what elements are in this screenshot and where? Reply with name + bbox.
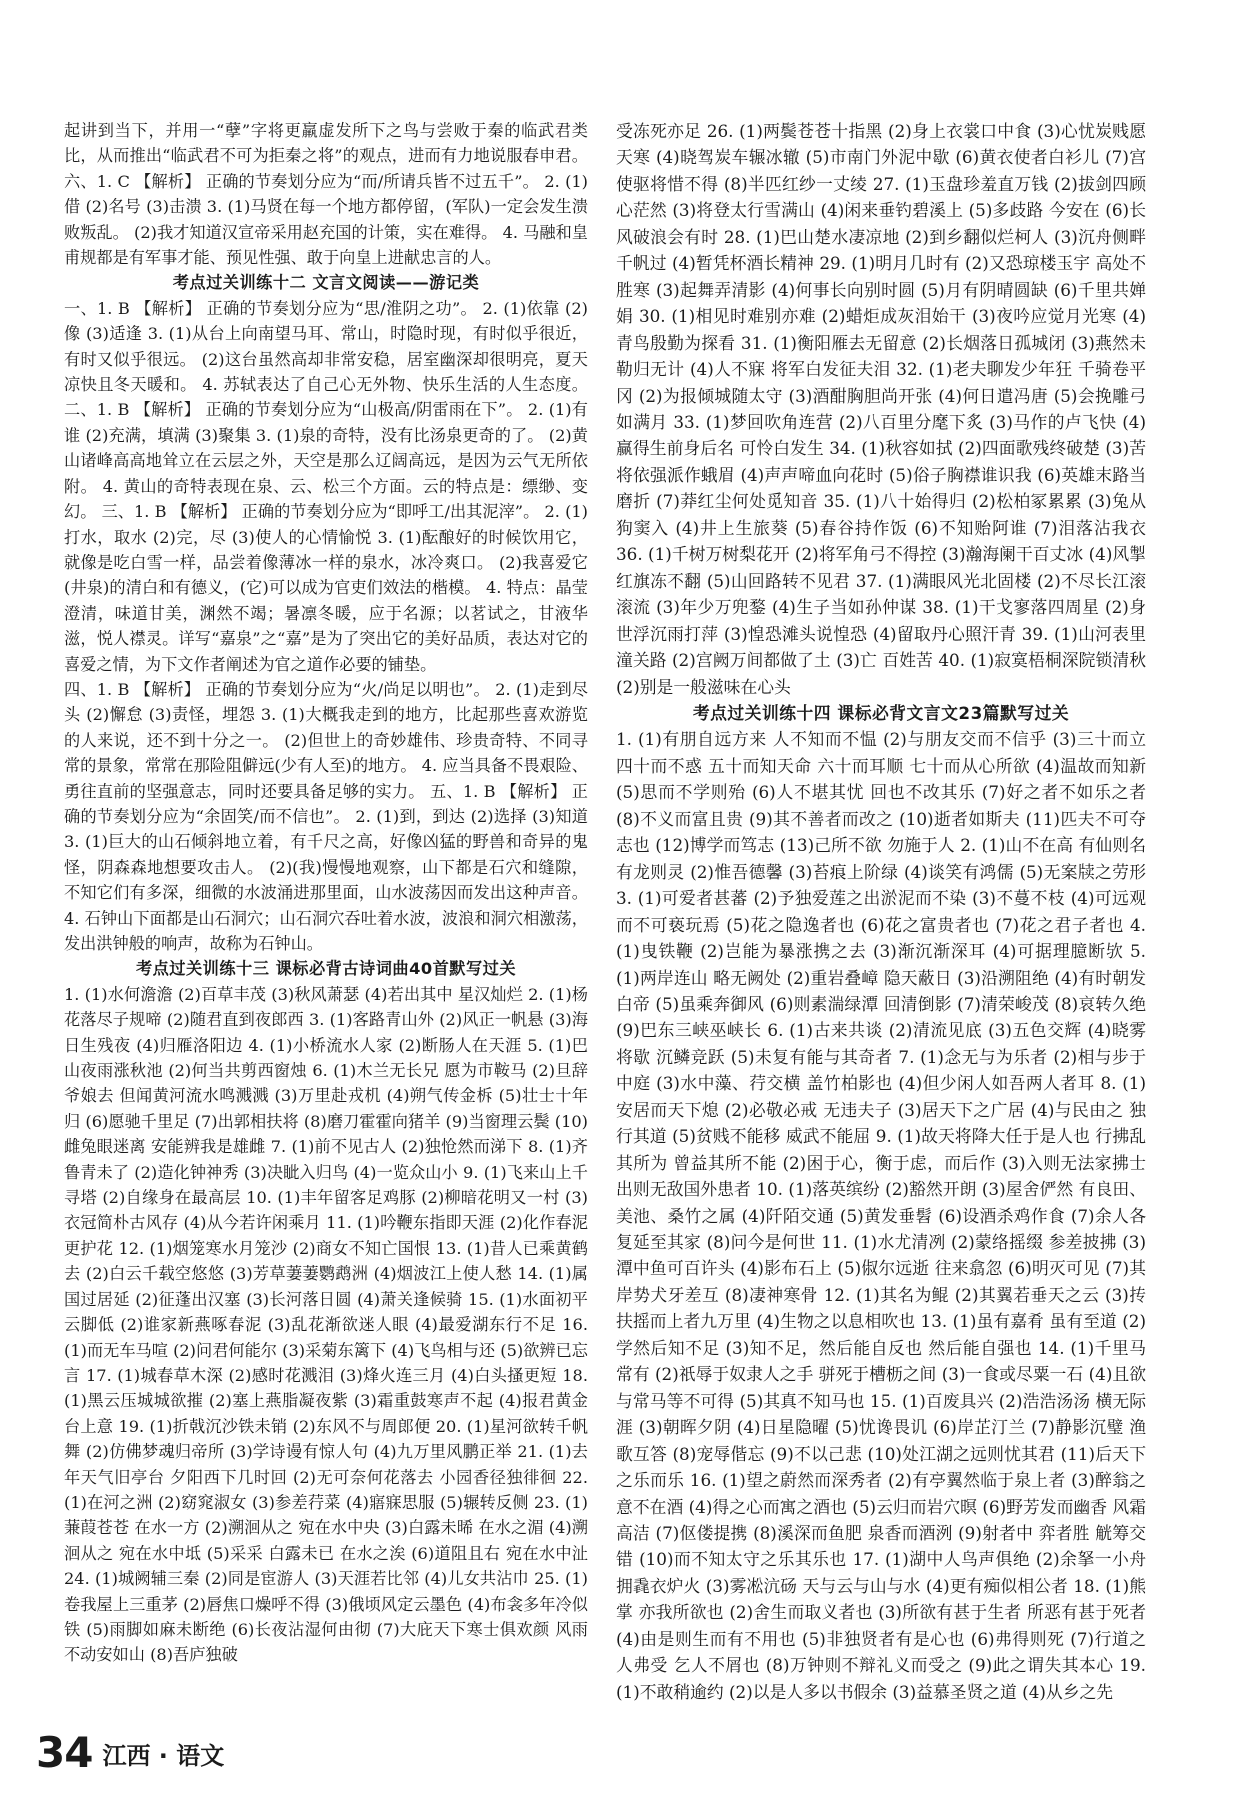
section-heading: 考点过关训练十四 课标必背文言文23篇默写过关: [692, 702, 1070, 723]
answer-paragraph: 1. (1)有朋自远方来 人不知而不愠 (2)与朋友交而不信乎 (3)三十而立 四十而不惑 五十而知天命 六十而耳顺 七十而从心所欲 (4)温故而知新 (5)思而不学则殆 (6)人不堪其忧 回也不改其乐 (7)好之者不如乐之者 (8)不义而富且贵 (9)其不善者而改之 (10)逝者如斯夫 (11)匹夫不可夺志也 (12)博学而笃志 (13)己所不欲 勿施于人 2. (1)山不在高 有仙则名 有龙则灵 (2)惟吾德馨 (3)苔痕上阶绿 (4)谈笑有鸿儒 (5)无案牍之劳形 3. (1)可爱者甚蕃 (2)予独爱莲之出淤泥而不染 (3)不蔓不枝 (4)可远观而不可亵玩焉 (5)花之隐逸者也 (6)花之富贵者也 (7)花之君子者也 4. (1)曳铁鞭 (2)岂能为暴涨携之去 (3)渐沉渐深耳 (4)可据理臆断欤 5. (1)两岸连山 略无阙处 (2)重岩叠嶂 隐天蔽日 (3)沿溯阻绝 (4)有时朝发白帝 (5)虽乘奔御风 (6)则素湍绿潭 回清倒影 (7)清荣峻茂 (8)哀转久绝 (9)巴东三峡巫峡长 6. (1)古来共谈 (2)清流见底 (3)五色交辉 (4)晓雾将歇 沉鳞竞跃 (5)未复有能与其奇者 7. (1)念无与为乐者 (2)相与步于中庭 (3)水中藻、荇交横 盖竹柏影也 (4)但少闲人如吾两人者耳 8. (1)安居而天下熄 (2)必敬必戒 无违夫子 (3)居天下之广居 (4)与民由之 独行其道 (5)贫贱不能移 威武不能屈 9. (1)故天将降大任于是人也 行拂乱其所为 曾益其所不能 (2)困于心，衡于虑，而后作 (3)入则无法家拂士 出则无敌国外患者 10. (1)落英缤纷 (2)豁然开朗 (3)屋舍俨然 有良田、美池、桑竹之属 (4)阡陌交通 (5)黄发垂髫 (6)设酒杀鸡作食 (7)余人各复延至其家 (8)问今是何世 11. (1)水尤清冽 (2)蒙络摇缀 参差披拂 (3)潭中鱼可百许头 (4)影布石上 (5)俶尔远逝 往来翕忽 (6)明灭可见 (7)其岸势犬牙差互 (8)凄神寒骨 12. (1)其名为鲲 (2)其翼若垂天之云 (3)抟扶摇而上者九万里 (4)生物之以息相吹也 13. (1)虽有嘉肴 虽有至道 (2)学然后知不足 (3)知不足，然后能自反也 然后能自强也 14. (1)千里马常有 (2)祇辱于奴隶人之手 骈死于槽枥之间 (3)一食或尽粟一石 (4)且欲与常马等不可得 (5)其真不知马也 15. (1)百废具兴 (2)浩浩汤汤 横无际涯 (3)朝晖夕阴 (4)日星隐曜 (5)忧谗畏讥 (6)岸芷汀兰 (7)静影沉璧 渔歌互答 (8)宠辱偕忘 (9)不以己悲 (10)处江湖之远则忧其君 (11)后天下之乐而乐 16. (1)望之蔚然而深秀者 (2)有亭翼然临于泉上者 (3)醉翁之意不在酒 (4)得之心而寓之酒也 (5)云归而岩穴暝 (6)野芳发而幽香 风霜高洁 (7)伛偻提携 (8)溪深而鱼肥 泉香而酒洌 (9)射者中 弈者胜 觥筹交错 (10)而不知太守之乐其乐也 17. (1)湖中人鸟声俱绝 (2)余拏一小舟 拥毳衣炉火 (3)雾凇沆砀 天与云与山与水 (4)更有痴似相公者 18. (1)熊掌 亦我所欲也 (2)舍生而取义者也 (3)所欲有甚于生者 所恶有甚于死者 (4)由是则生而有不用也 (5)非独贤者有是心也 (6)弗得则死 (7)行道之人弗受 乞人不屑也 (8)万钟则不辩礼义而受之 (9)此之谓失其本心 19. (1)不敢稍逾约 (2)以是人多以书假余 (3)益慕圣贤之道 (4)从乡之先: [616, 729, 1146, 1702]
answer-paragraph: 受冻死亦足 26. (1)两鬓苍苍十指黑 (2)身上衣裳口中食 (3)心忧炭贱愿天寒 (4)晓驾炭车辗冰辙 (5)市南门外泥中歇 (6)黄衣使者白衫儿 (7)宫使驱将惜不得 (8)半匹红纱一丈绫 27. (1)玉盘珍羞直万钱 (2)拔剑四顾心茫然 (3)将登太行雪满山 (4)闲来垂钓碧溪上 (5)多歧路 今安在 (6)长风破浪会有时 28. (1)巴山楚水凄凉地 (2)到乡翻似烂柯人 (3)沉舟侧畔千帆过 (4)暂凭杯酒长精神 29. (1)明月几时有 (2)又恐琼楼玉宇 高处不胜寒 (3)起舞弄清影 (4)何事长向别时圆 (5)月有阴晴圆缺 (6)千里共婵娟 30. (1)相见时难别亦难 (2)蜡炬成灰泪始干 (3)夜吟应觉月光寒 (4)青鸟殷勤为探看 31. (1)衡阳雁去无留意 (2)长烟落日孤城闭 (3)燕然未勒归无计 (4)人不寐 将军白发征夫泪 32. (1)老夫聊发少年狂 千骑卷平冈 (2)为报倾城随太守 (3)酒酣胸胆尚开张 (4)何日遣冯唐 (5)会挽雕弓如满月 33. (1)梦回吹角连营 (2)八百里分麾下炙 (3)马作的卢飞快 (4)赢得生前身后名 可怜白发生 34. (1)秋容如拭 (2)四面歌残终破楚 (3)苦将依强派作蛾眉 (4)声声啼血向花时 (5)俗子胸襟谁识我 (6)英雄末路当磨折 (7)莽红尘何处觅知音 35. (1)八十始得归 (2)松柏冢累累 (3)兔从狗窦入 (4)井上生旅葵 (5)春谷持作饭 (6)不知贻阿谁 (7)泪落沾我衣 36. (1)千树万树梨花开 (2)将军角弓不得控 (3)瀚海阑干百丈冰 (4)风掣红旗冻不翻 (5)山回路转不见君 37. (1)满眼风光北固楼 (2)不尽长江滚滚流 (3)年少万兜鍪 (4)生子当如孙仲谋 38. (1)干戈寥落四周星 (2)身世浮沉雨打萍 (3)惶恐滩头说惶恐 (4)留取丹心照汗青 39. (1)山河表里潼关路 (2)宫阙万间都做了土 (3)亡 百姓苦 40. (1)寂寞梧桐深院锁清秋 (2)别是一般滋味在心头: [616, 121, 1146, 697]
section-heading: 考点过关训练十三 课标必背古诗词曲40首默写过关: [135, 959, 517, 979]
answer-paragraph: 四、1. B 【解析】 正确的节奏划分应为“火/尚足以明也”。 2. (1)走到尽头 (2)懈怠 (3)责怪，埋怨 3. (1)大概我走到的地方，比起那些喜欢游览的人来说，还不到十分之一。 (2)但世上的奇妙雄伟、珍贵奇特、不同寻常的景象，常常在那险阻僻远(少有人至)的地方。 4. 应当具备不畏艰险、勇往直前的坚强意志，同时还要具备足够的实力。 五、1. B 【解析】 正确的节奏划分应为“余固笑/而不信也”。 2. (1)到，到达 (2)选择 (3)知道 3. (1)巨大的山石倾斜地立着，有千尺之高，好像凶猛的野兽和奇异的鬼怪，阴森森地想要攻击人。 (2)(我)慢慢地观察，山下都是石穴和缝隙，不知它们有多深，细微的水波涌进那里面，山水波荡因而发出这种声音。 4. 石钟山下面都是山石洞穴；山石洞穴吞吐着水波，波浪和洞穴相激荡，发出洪钟般的响声，故称为石钟山。: [64, 679, 588, 953]
section-heading: 考点过关训练十二 文言文阅读——游记类: [172, 273, 480, 293]
answer-paragraph: 起讲到当下，并用一“孽”字将更羸虚发所下之鸟与尝败于秦的临武君类比，从而推出“临武君不可为拒秦之将”的观点，进而有力地说服春申君。 六、1. C 【解析】 正确的节奏划分应为“而/所请兵皆不过五千”。 2. (1)借 (2)名号 (3)击溃 3. (1)马贤在每一个地方都停留，(军队)一定会发生溃败叛乱。 (2)我才知道汉宣帝采用赵充国的计策，实在难得。 4. 马融和皇甫规都是有军事才能、预见性强、敢于向皇上进献忠言的人。: [64, 121, 588, 268]
right-column: [616, 118, 1146, 1705]
answer-paragraph: 1. (1)水何澹澹 (2)百草丰茂 (3)秋风萧瑟 (4)若出其中 星汉灿烂 2. (1)杨花落尽子规啼 (2)随君直到夜郎西 3. (1)客路青山外 (2)风正一帆悬 (3)海日生残夜 (4)归雁洛阳边 4. (1)小桥流水人家 (2)断肠人在天涯 5. (1)巴山夜雨涨秋池 (2)何当共剪西窗烛 6. (1)木兰无长兄 愿为市鞍马 (2)旦辞爷娘去 但闻黄河流水鸣溅溅 (3)万里赴戎机 (4)朔气传金柝 (5)壮士十年归 (6)愿驰千里足 (7)出郭相扶将 (8)磨刀霍霍向猪羊 (9)当窗理云鬓 (10)雌兔眼迷离 安能辨我是雄雌 7. (1)前不见古人 (2)独怆然而涕下 8. (1)齐鲁青未了 (2)造化钟神秀 (3)决眦入归鸟 (4)一览众山小 9. (1)飞来山上千寻塔 (2)自缘身在最高层 10. (1)丰年留客足鸡豚 (2)柳暗花明又一村 (3)衣冠简朴古风存 (4)从今若许闲乘月 11. (1)吟鞭东指即天涯 (2)化作春泥更护花 12. (1)烟笼寒水月笼沙 (2)商女不知亡国恨 13. (1)昔人已乘黄鹤去 (2)白云千载空悠悠 (3)芳草萋萋鹦鹉洲 (4)烟波江上使人愁 14. (1)属国过居延 (2)征蓬出汉塞 (3)长河落日圆 (4)萧关逢候骑 15. (1)水面初平云脚低 (2)谁家新燕啄春泥 (3)乱花渐欲迷人眼 (4)最爱湖东行不足 16. (1)而无车马喧 (2)问君何能尔 (3)采菊东篱下 (4)飞鸟相与还 (5)欲辨已忘言 17. (1)城春草木深 (2)感时花溅泪 (3)烽火连三月 (4)白头搔更短 18. (1)黑云压城城欲摧 (2)塞上燕脂凝夜紫 (3)霜重鼓寒声不起 (4)报君黄金台上意 19. (1)折戟沉沙铁未销 (2)东风不与周郎便 20. (1)星河欲转千帆舞 (2)仿佛梦魂归帝所 (3)学诗谩有惊人句 (4)九万里风鹏正举 21. (1)去年天气旧亭台 夕阳西下几时回 (2)无可奈何花落去 小园香径独徘徊 22. (1)在河之洲 (2)窈窕淑女 (3)参差荇菜 (4)寤寐思服 (5)辗转反侧 23. (1)蒹葭苍苍 在水一方 (2)溯洄从之 宛在水中央 (3)白露未晞 在水之湄 (4)溯洄从之 宛在水中坻 (5)采采 白露未已 在水之涘 (6)道阻且右 宛在水中沚 24. (1)城阙辅三秦 (2)同是宦游人 (3)天涯若比邻 (4)儿女共沾巾 25. (1)卷我屋上三重茅 (2)唇焦口燥呼不得 (3)俄顷风定云墨色 (4)布衾多年冷似铁 (5)雨脚如麻未断绝 (6)长夜沾湿何由彻 (7)大庇天下寒士俱欢颜 风雨不动安如山 (8)吾庐独破: [64, 984, 588, 1665]
page-footer: [36, 1728, 225, 1777]
answer-paragraph: 一、1. B 【解析】 正确的节奏划分应为“思/淮阴之功”。 2. (1)依靠 (2)像 (3)适逢 3. (1)从台上向南望马耳、常山，时隐时现，有时似乎很近，有时又似乎很远。 (2)这台虽然高却非常安稳，居室幽深却很明亮，夏天凉快且冬天暖和。 4. 苏轼表达了自己心无外物、快乐生活的人生态度。 二、1. B 【解析】 正确的节奏划分应为“山极高/阴雷雨在下”。 2. (1)有谁 (2)充满，填满 (3)聚集 3. (1)泉的奇特，没有比汤泉更奇的了。 (2)黄山诸峰高高地耸立在云层之外，天空是那么辽阔高远，是因为云气无所依附。 4. 黄山的奇特表现在泉、云、松三个方面。云的特点是：缥缈、变幻。 三、1. B 【解析】 正确的节奏划分应为“即呼工/出其泥滓”。 2. (1)打水，取水 (2)完，尽 (3)使人的心情愉悦 3. (1)酝酿好的时候饮用它，就像是吃白雪一样，品尝着像薄冰一样的泉水，冰冷爽口。 (2)我喜爱它(井泉)的清白和有德义，(它)可以成为官吏们效法的楷模。 4. 特点：晶莹澄清，味道甘美，渊然不竭；暑凛冬暖，应于名源；以茗试之，甘液华滋，悦人襟灵。详写“嘉泉”之“嘉”是为了突出它的美好品质，表达对它的喜爱之情，为下文作者阐述为官之道作必要的铺垫。: [64, 298, 588, 674]
region-subject-label: 江西 · 语文: [102, 1742, 225, 1770]
page-number: 34: [36, 1728, 93, 1777]
left-column: [64, 118, 588, 1668]
